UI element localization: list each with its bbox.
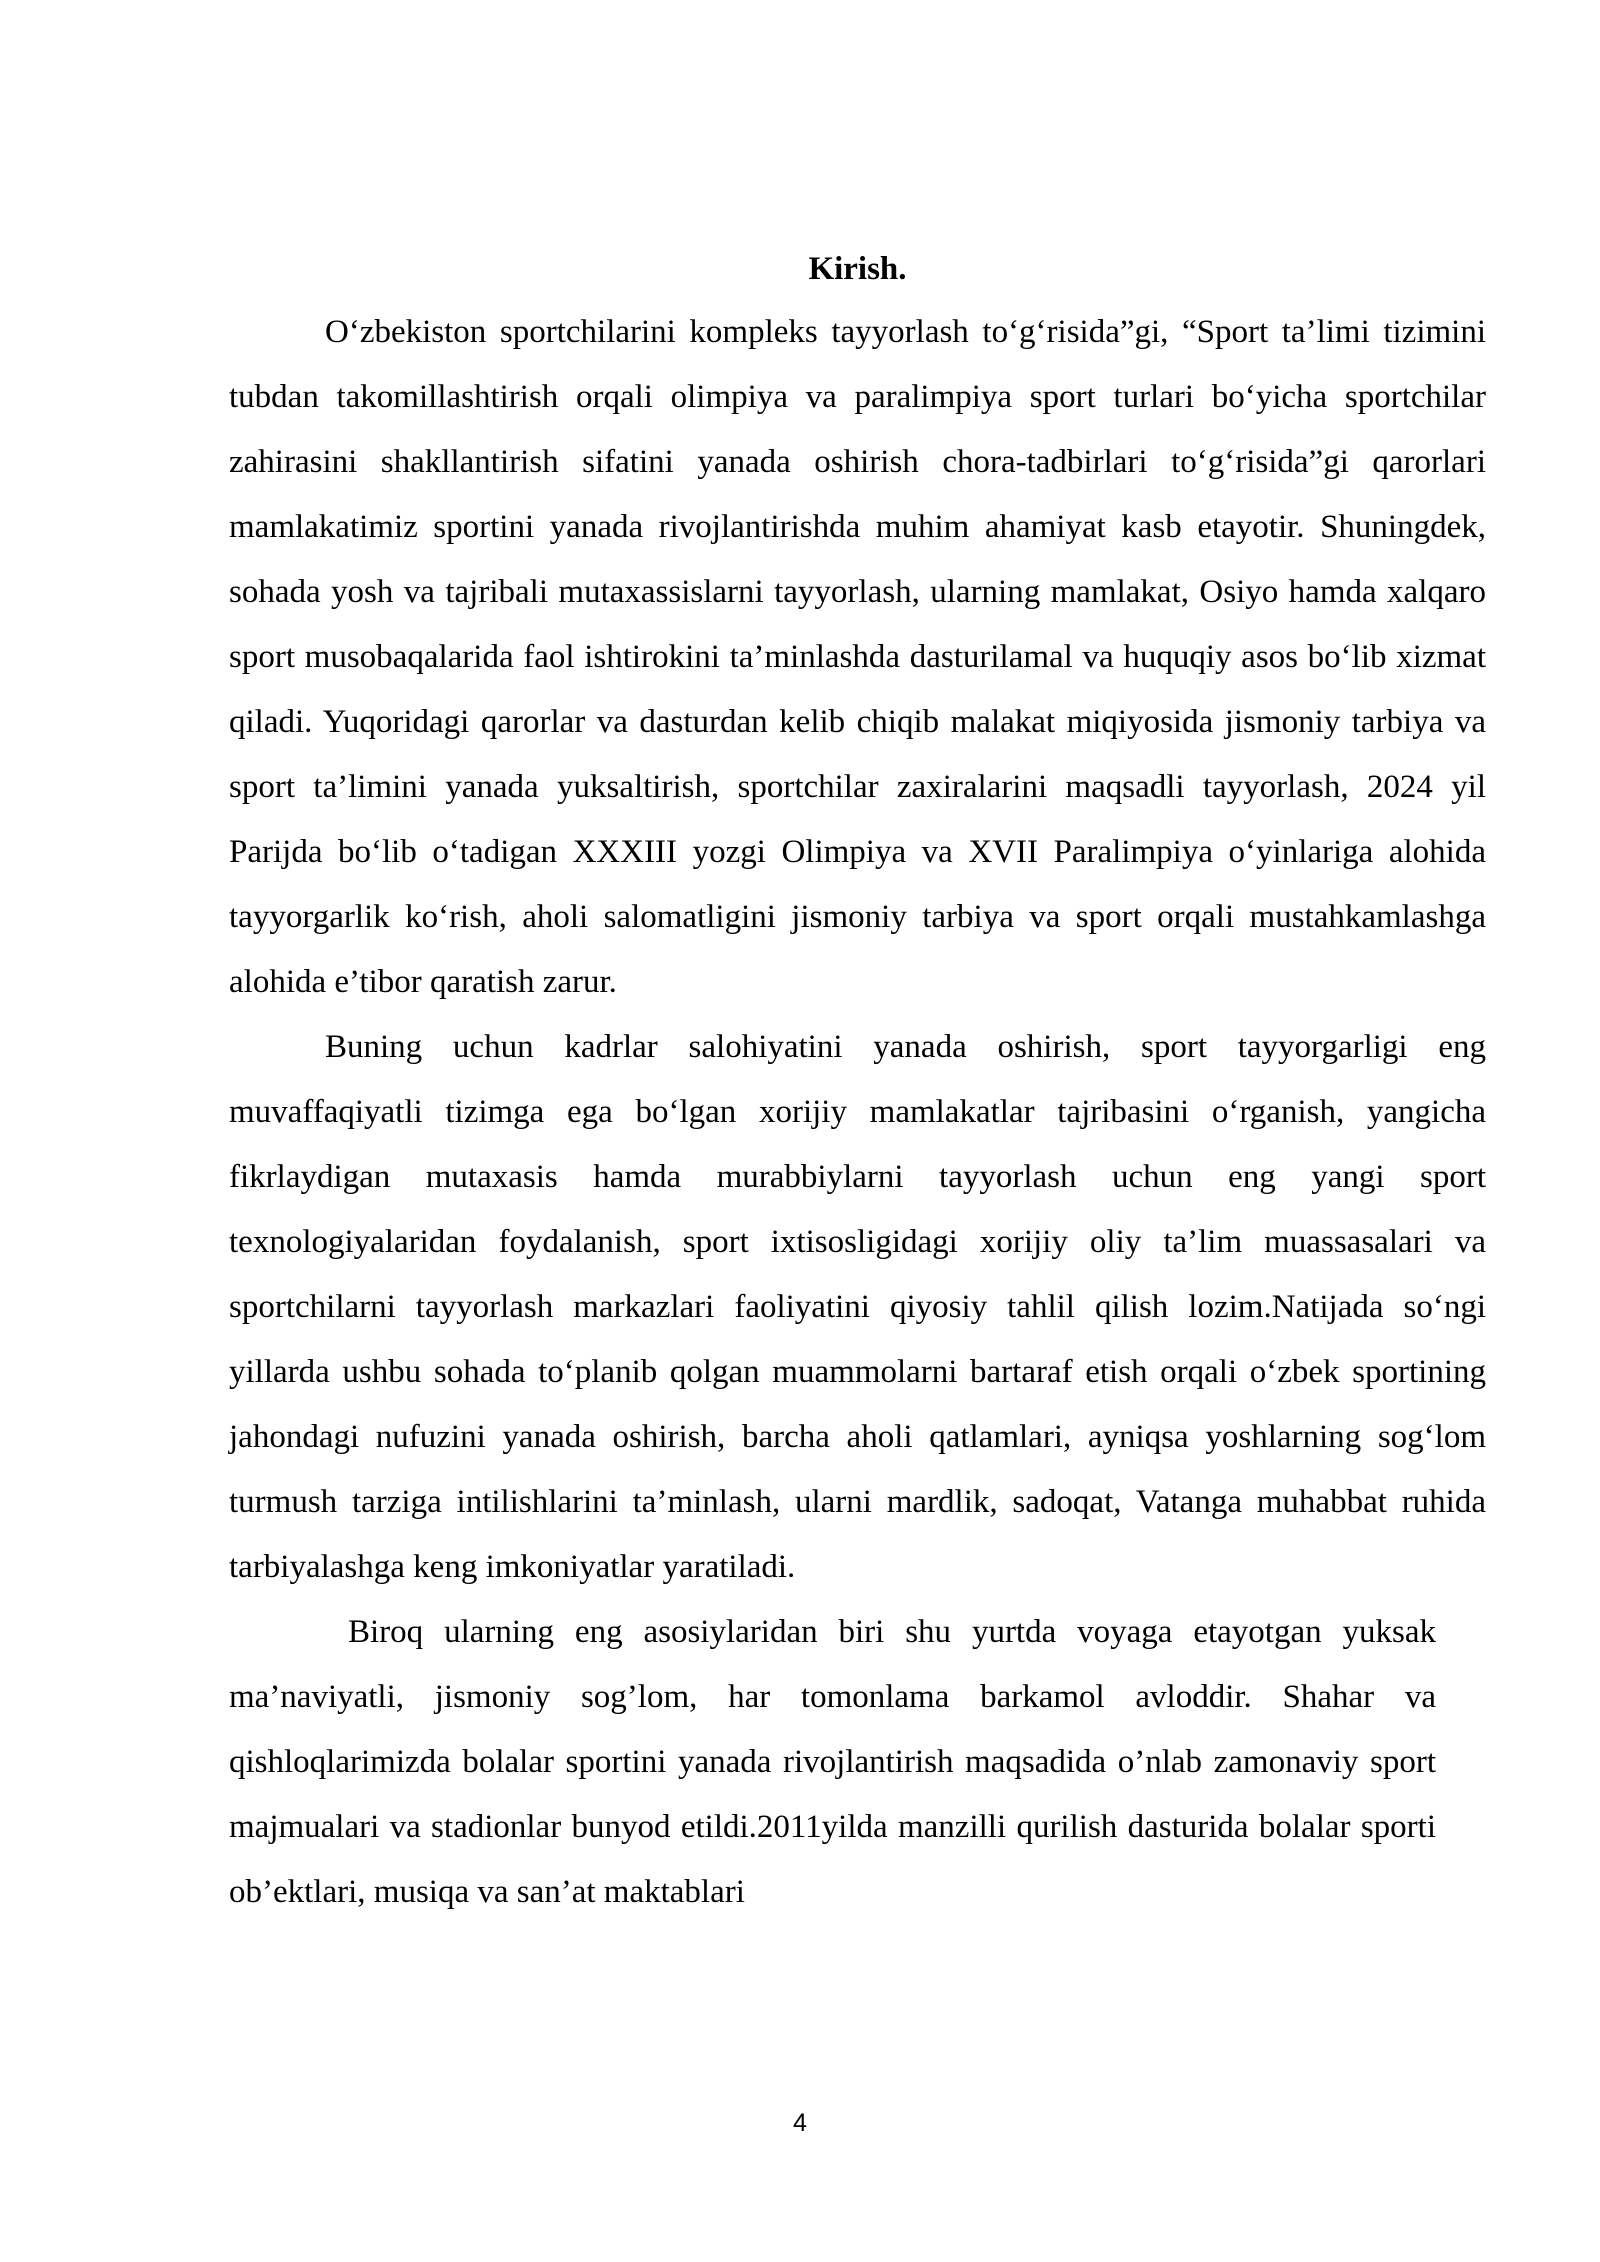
page-number: 4 xyxy=(793,2109,807,2137)
paragraph-3: Biroq ularning eng asosiylaridan biri shu yurtda voyaga etayotgan yuksak ma’naviyatli, jismoniy sog’lom, har tomonlama barkamol avloddir. Shahar va qishloqlarimizda bolalar sportini yanada rivojlantirish maqsadida o’nlab zamonaviy sport majmualari va stadionlar bunyod etildi.2011yilda manzilli qurilish dasturida bolalar sporti ob’ektlari, musiqa va san’at maktablari xyxy=(229,1614,1436,1910)
paragraph-1: O‘zbekiston sportchilarini kompleks tayyorlash to‘g‘risida”gi, “Sport ta’limi tizimini tubdan takomillashtirish orqali olimpiya va paralimpiya sport turlari bo‘yicha sportchilar zahirasini shakllantirish sifatini yanada oshirish chora-tadbirlari to‘g‘risida”gi qarorlari mamlakatimiz sportini yanada rivojlantirishda muhim ahamiyat kasb etayotir. Shuningdek, sohada yosh va tajribali mutaxassislarni tayyorlash, ularning mamlakat, Osiyo hamda xalqaro sport musobaqalarida faol ishtirokini ta’minlashda dasturilamal va huquqiy asos bo‘lib xizmat qiladi. Yuqoridagi qarorlar va dasturdan kelib chiqib malakat miqiyosida jismoniy tarbiya va sport ta’limini yanada yuksaltirish, sportchilar zaxiralarini maqsadli tayyorlash, 2024 yil Parijda bo‘lib o‘tadigan XXXIII yozgi Olimpiya va XVII Paralimpiya o‘yinlariga alohida tayyorgarlik ko‘rish, aholi salomatligini jismoniy tarbiya va sport orqali mustahkamlashga alohida e’tibor qaratish zarur. xyxy=(229,314,1486,1000)
page-content xyxy=(229,238,1486,1925)
section-title: Kirish. xyxy=(808,251,907,287)
paragraph-2: Buning uchun kadrlar salohiyatini yanada oshirish, sport tayyorgarligi eng muvaffaqiyatli tizimga ega bo‘lgan xorijiy mamlakatlar tajribasini o‘rganish, yangicha fikrlaydigan mutaxasis hamda murabbiylarni tayyorlash uchun eng yangi sport texnologiyalaridan foydalanish, sport ixtisosligidagi xorijiy oliy ta’lim muassasalari va sportchilarni tayyorlash markazlari faoliyatini qiyosiy tahlil qilish lozim.Natijada so‘ngi yillarda ushbu sohada to‘planib qolgan muammolarni bartaraf etish orqali o‘zbek sportining jahondagi nufuzini yanada oshirish, barcha aholi qatlamlari, ayniqsa yoshlarning sog‘lom turmush tarziga intilishlarini ta’minlash, ularni mardlik, sadoqat, Vatanga muhabbat ruhida tarbiyalashga keng imkoniyatlar yaratiladi. xyxy=(229,1029,1486,1585)
